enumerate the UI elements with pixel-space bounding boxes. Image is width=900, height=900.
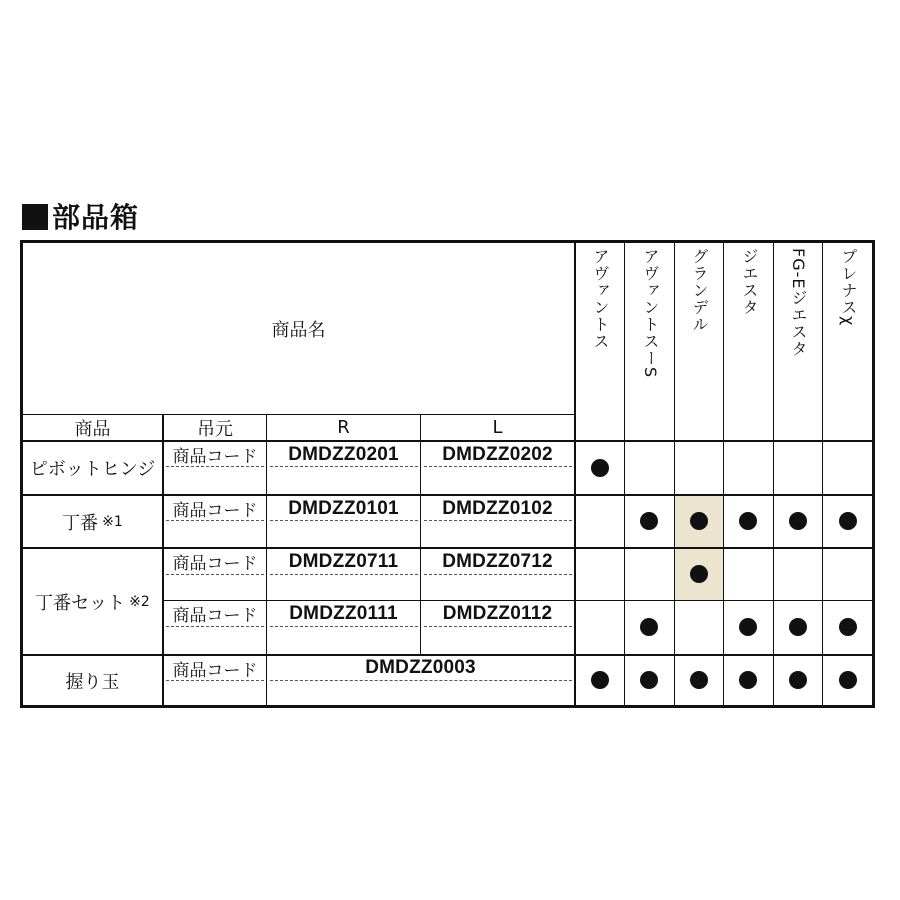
series-header-fg-e-giesta: FG-Eジエスタ bbox=[789, 248, 808, 358]
product-name-header: 商品名 bbox=[271, 319, 326, 341]
compatibility-dot bbox=[739, 512, 757, 530]
section-title: 部品箱 bbox=[52, 201, 140, 234]
product-code-l: DMDZZ0112 bbox=[442, 603, 553, 624]
product-code-r: DMDZZ0711 bbox=[288, 551, 399, 572]
product-code-l: DMDZZ0712 bbox=[442, 551, 553, 572]
compatibility-dot bbox=[789, 671, 807, 689]
compatibility-dot bbox=[839, 512, 857, 530]
series-header-plenas-chi: プレナスχ bbox=[839, 248, 858, 327]
product-name-cell bbox=[23, 656, 162, 706]
section-heading bbox=[22, 196, 139, 236]
product-name-cell bbox=[23, 496, 162, 547]
hinge-side-column-header: 吊元 bbox=[197, 418, 233, 440]
code-label: 商品コード bbox=[172, 606, 258, 626]
compatibility-dot bbox=[789, 618, 807, 636]
compatibility-dot bbox=[640, 512, 658, 530]
product-name: 握り玉 bbox=[65, 672, 120, 693]
product-name-cell bbox=[23, 442, 162, 494]
compatibility-dot bbox=[591, 459, 609, 477]
compatibility-dot bbox=[640, 618, 658, 636]
product-name: 丁番 bbox=[62, 512, 99, 534]
product-code-r: DMDZZ0111 bbox=[289, 603, 398, 624]
product-name: ピボットヒンジ bbox=[29, 459, 156, 480]
footnote-mark: ※1 bbox=[102, 513, 123, 530]
code-label: 商品コード bbox=[172, 660, 258, 681]
compatibility-dot bbox=[690, 565, 708, 583]
compatibility-dot bbox=[789, 512, 807, 530]
compatibility-dot bbox=[839, 671, 857, 689]
series-header-avantos: アヴァントス bbox=[591, 248, 610, 350]
series-header-avantos-s: アヴァントスーS bbox=[641, 248, 660, 379]
compatibility-dot bbox=[640, 671, 658, 689]
compatibility-dot bbox=[739, 671, 757, 689]
product-name: 丁番セット bbox=[35, 592, 126, 614]
product-code-shared: DMDZZ0003 bbox=[365, 657, 476, 678]
product-code-l: DMDZZ0202 bbox=[442, 443, 553, 465]
footnote-mark: ※2 bbox=[129, 593, 150, 610]
product-code-r: DMDZZ0201 bbox=[288, 443, 399, 465]
product-code-l: DMDZZ0102 bbox=[442, 497, 553, 519]
compatibility-dot bbox=[591, 671, 609, 689]
compatibility-dot bbox=[690, 671, 708, 689]
code-label: 商品コード bbox=[172, 446, 258, 467]
square-bullet-icon bbox=[22, 204, 48, 230]
product-code-r: DMDZZ0101 bbox=[288, 497, 399, 519]
product-name-cell bbox=[23, 549, 162, 654]
series-header-giesta: ジエスタ bbox=[740, 248, 759, 316]
compatibility-dot bbox=[739, 618, 757, 636]
series-header-grandel: グランデル bbox=[690, 248, 709, 333]
product-column-header: 商品 bbox=[74, 418, 111, 440]
code-label: 商品コード bbox=[172, 554, 258, 574]
code-label: 商品コード bbox=[172, 500, 258, 521]
compatibility-dot bbox=[839, 618, 857, 636]
l-column-header: L bbox=[492, 417, 503, 438]
compatibility-dot bbox=[690, 512, 708, 530]
r-column-header: R bbox=[337, 417, 350, 438]
